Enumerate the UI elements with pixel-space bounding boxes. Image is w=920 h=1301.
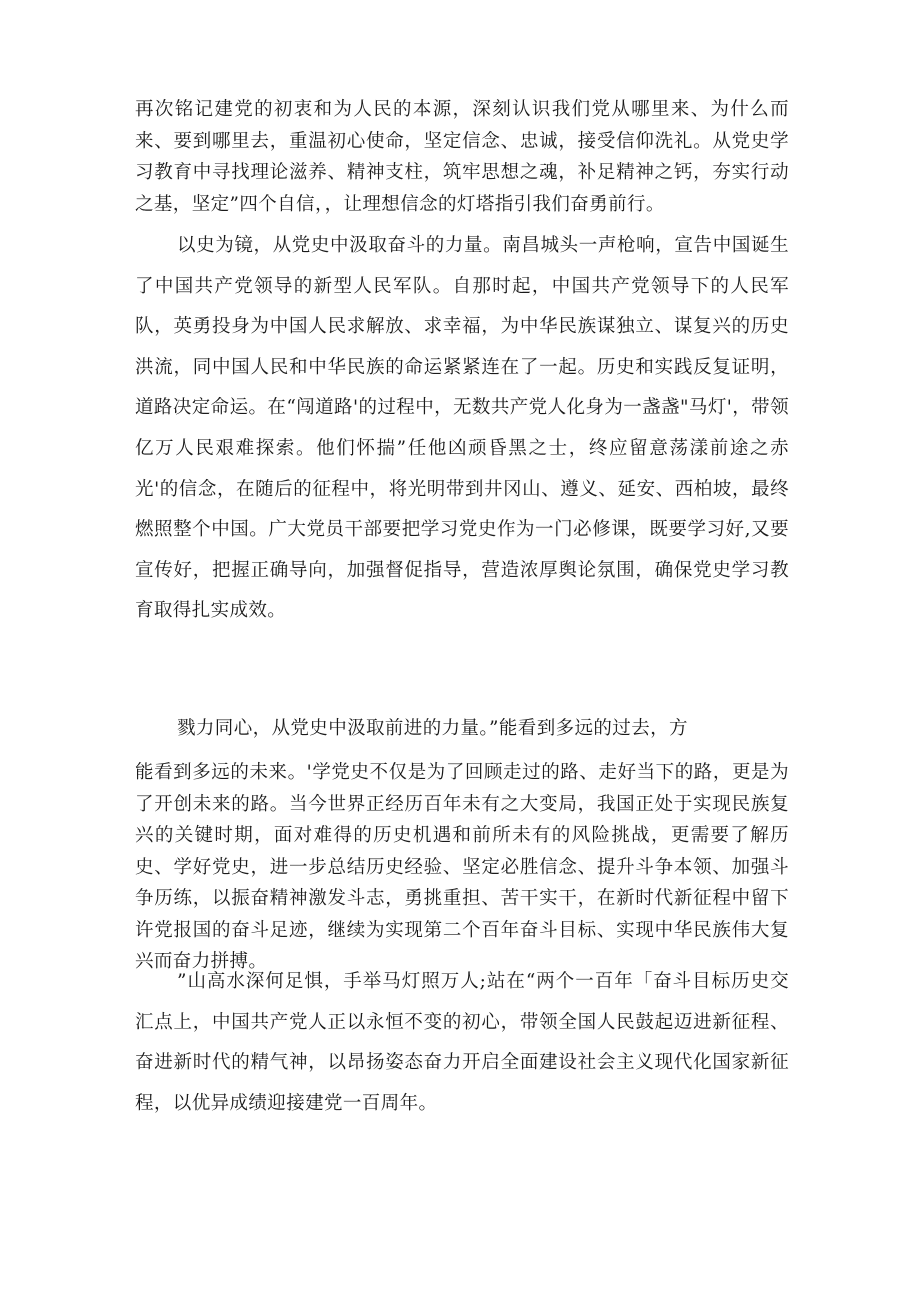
paragraph-2: 以史为镜，从党史中汲取奋斗的力量。南昌城头一声枪响，宣告中国诞生了中国共产党领导的新型人民军队。自那时起，中国共产党领导下的人民军队，英勇投身为中国人民求解放、求幸福，为中华民族谋独立、谋复兴的历史洪流，同中国人民和中华民族的命运紧紧连在了一起。历史和实践反复证明，道路决定命运。在“闯道路'的过程中，无数共产党人化身为一盏盏"马灯'，带领亿万人民艰难探索。他们怀揣”任他凶顽昏黑之士，终应留意荡漾前途之赤光'的信念，在随后的征程中，将光明带到井冈山、遵义、延安、西柏坡，最终燃照整个中国。广大党员干部要把学习党史作为一门必修课，既要学习好,又要宣传好，把握正确导向，加强督促指导，营造浓厚舆论氛围，确保党史学习教育取得扎实成效。 bbox=[135, 235, 789, 622]
paragraph-5: ”山高水深何足惧，手举马灯照万人;站在“两个一百年「奋斗目标历史交汇点上，中国共产党人正以永恒不变的初心，带领全国人民鼓起迈进新征程、奋进新时代的精气神，以昂扬姿态奋力开启全面建设社会主义现代化国家新征程，以优异成绩迎接建党一百周年。 bbox=[135, 971, 789, 1114]
paragraph-3: 戮力同心，从党史中汲取前进的力量。”能看到多远的过去，方 bbox=[177, 718, 688, 739]
paragraph-1: 再次铭记建党的初衷和为人民的本源，深刻认识我们党从哪里来、为什么而来、要到哪里去，重温初心使命，坚定信念、忠诚，接受信仰洗礼。从党史学习教育中寻找理论滋养、精神支柱，筑牢思想之魂，补足精神之钙，夯实行动之基，坚定”四个自信，，让理想信念的灯塔指引我们奋勇前行。 bbox=[135, 99, 789, 215]
paragraph-4: 能看到多远的未来。'学党史不仅是为了回顾走过的路、走好当下的路，更是为了开创未来的路。当今世界正经历百年未有之大变局，我国正处于实现民族复兴的关键时期，面对难得的历史机遇和前所未有的风险挑战，更需要了解历史、学好党史，进一步总结历史经验、坚定必胜信念、提升斗争本领、加强斗争历练，以振奋精神激发斗志，勇挑重担、苦干实干，在新时代新征程中留下许党报国的奋斗足迹，继续为实现第二个百年奋斗目标、实现中华民族伟大复兴而奋力拼搏。 bbox=[135, 762, 789, 972]
